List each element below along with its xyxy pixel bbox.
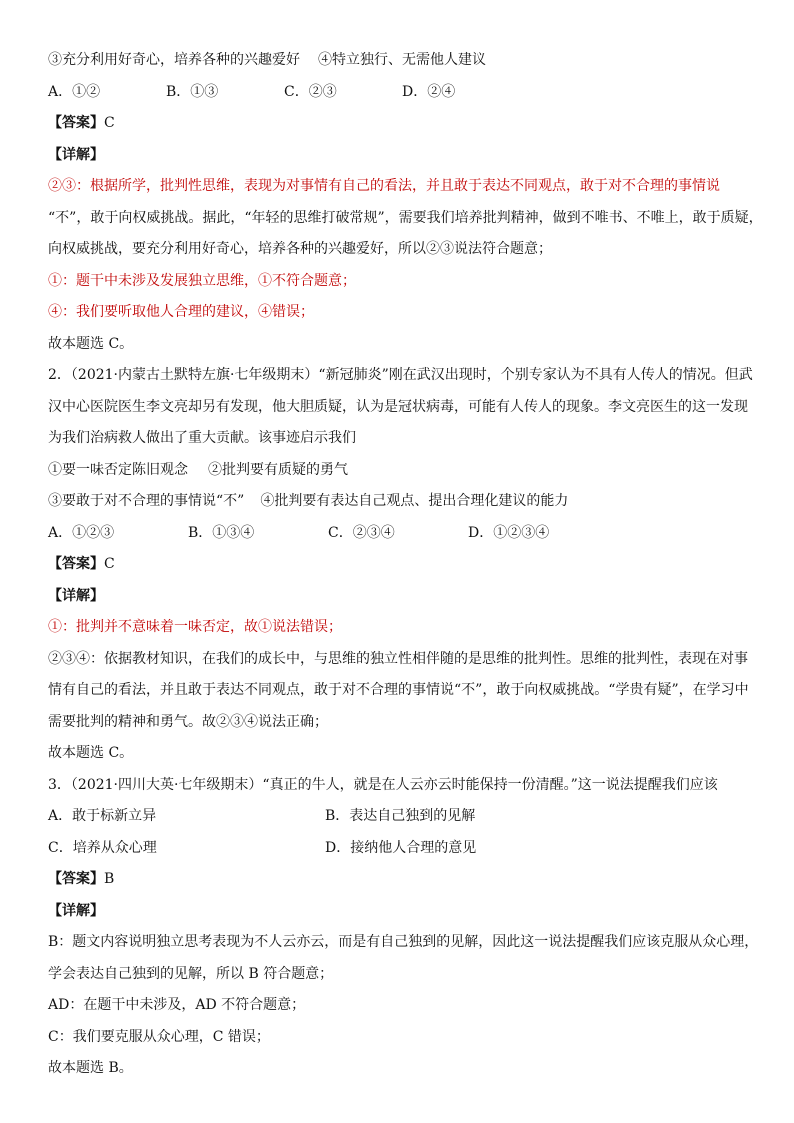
q3-option-d: D．接纳他人合理的意见	[325, 839, 477, 856]
q3-option-c: C．培养从众心理	[48, 839, 157, 856]
q1-explain-line-3: 向权威挑战，要充分利用好奇心，培养各种的兴趣爱好，所以②③说法符合题意；	[48, 241, 552, 257]
answer-label: 【答案】	[48, 115, 104, 131]
q1-explain-line-1: ②③：根据所学，批判性思维，表现为对事情有自己的看法，并且敢于表达不同观点，敢于对不合理的事情说	[48, 178, 720, 194]
q3-conclusion: 故本题选 B。	[48, 1060, 133, 1076]
q2-item-4: ④批判要有表达自己观点、提出合理化建议的能力	[260, 493, 569, 509]
q3-explain-c: C：我们要克服从众心理，C 错误；	[48, 1028, 270, 1045]
q1-option-c: C．②③	[284, 83, 337, 100]
q2-stem-line-3: 为我们治病救人做出了重大贡献。该事迹启示我们	[48, 430, 356, 446]
q2-item-3: ③要敢于对不合理的事情说“不”	[48, 493, 245, 509]
q2-stem-line-1: 2．（2021·内蒙古土默特左旗·七年级期末）“新冠肺炎”刚在武汉出现时，个别专家认为不具有人传人的情况。但武	[48, 367, 753, 383]
q1-option-b: B．①③	[166, 83, 219, 100]
q1-item-4: ④特立独行、无需他人建议	[318, 52, 486, 68]
q1-wrong-4: ④：我们要听取他人合理的建议，④错误；	[48, 304, 314, 320]
q3-explain-ad: AD：在题干中未涉及，AD 不符合题意；	[48, 997, 306, 1013]
answer-value: C	[104, 556, 115, 572]
q3-option-b: B．表达自己独到的见解	[325, 808, 476, 824]
answer-label: 【答案】	[48, 556, 104, 572]
q2-options	[48, 523, 754, 555]
answer-label: 【答案】	[48, 871, 104, 887]
q1-answer	[48, 113, 754, 145]
q3-explain-line-1: B：题文内容说明独立思考表现为不人云亦云，而是有自己独到的见解，因此这一说法提醒我们应该克服从众心理，	[48, 934, 759, 950]
q2-item-2: ②批判要有质疑的勇气	[208, 461, 348, 478]
q3-answer	[48, 869, 754, 901]
q2-explain-line-1: ②③④：依据教材知识，在我们的成长中，与思维的独立性相伴随的是思维的批判性。思维的批判性，表现在对事	[48, 650, 748, 667]
q2-explain-line-3: 需要批判的精神和勇气。故②③④说法正确；	[48, 713, 328, 730]
q1-detail-label	[48, 145, 754, 177]
q2-option-b: B．①③④	[188, 524, 255, 541]
q3-explain-line-2: 学会表达自己独到的见解，所以 B 符合题意；	[48, 965, 334, 982]
detail-label: 【详解】	[48, 902, 104, 919]
q1-explain-line-2: “不”，敢于向权威挑战。据此，“年轻的思维打破常规”，需要我们培养批判精神，做到不唯书、不唯上，敢于质疑，	[48, 209, 763, 226]
q1-conclusion: 故本题选 C。	[48, 335, 134, 352]
q2-conclusion: 故本题选 C。	[48, 745, 134, 761]
q2-items-row-1	[48, 460, 754, 492]
q3-stem: 3．（2021·四川大英·七年级期末）“真正的牛人，就是在人云亦云时能保持一份清醒。”这一说法提醒我们应该	[48, 776, 718, 793]
q3-option-a: A．敢于标新立异	[48, 808, 157, 824]
q2-stem-line-2: 汉中心医院医生李文亮却另有发现，他大胆质疑，认为是冠状病毒，可能有人传人的现象。李文亮医生的这一发现	[48, 398, 748, 415]
q2-item-1: ①要一味否定陈旧观念	[48, 461, 188, 478]
q2-wrong-1: ①：批判并不意味着一味否定，故①说法错误；	[48, 619, 342, 635]
q3-options-row-2	[48, 838, 754, 870]
answer-value: B	[104, 871, 115, 887]
document-page	[48, 50, 763, 1090]
q2-option-d: D．①②③④	[468, 524, 550, 541]
q3-detail-label	[48, 901, 754, 933]
q2-option-c: C．②③④	[328, 524, 395, 541]
q2-option-a: A．①②③	[48, 524, 115, 541]
q1-options	[48, 82, 754, 114]
q2-answer	[48, 554, 754, 586]
q1-option-d: D．②④	[402, 83, 456, 100]
q1-item-3: ③充分利用好奇心，培养各种的兴趣爱好	[48, 52, 300, 68]
q3-options-row-1	[48, 806, 754, 838]
q1-wrong-1: ①：题干中未涉及发展独立思维，①不符合题意；	[48, 272, 356, 289]
detail-label: 【详解】	[48, 146, 104, 163]
q2-items-row-2	[48, 491, 754, 523]
q1-items-row	[48, 50, 754, 82]
detail-label: 【详解】	[48, 587, 104, 604]
q2-explain-line-2: 情有自己的看法，并且敢于表达不同观点，敢于对不合理的事情说“不”，敢于向权威挑战。“学贵有疑”，在学习中	[48, 682, 749, 698]
q1-option-a: A．①②	[48, 83, 101, 100]
q2-detail-label	[48, 586, 754, 618]
answer-value: C	[104, 115, 115, 131]
